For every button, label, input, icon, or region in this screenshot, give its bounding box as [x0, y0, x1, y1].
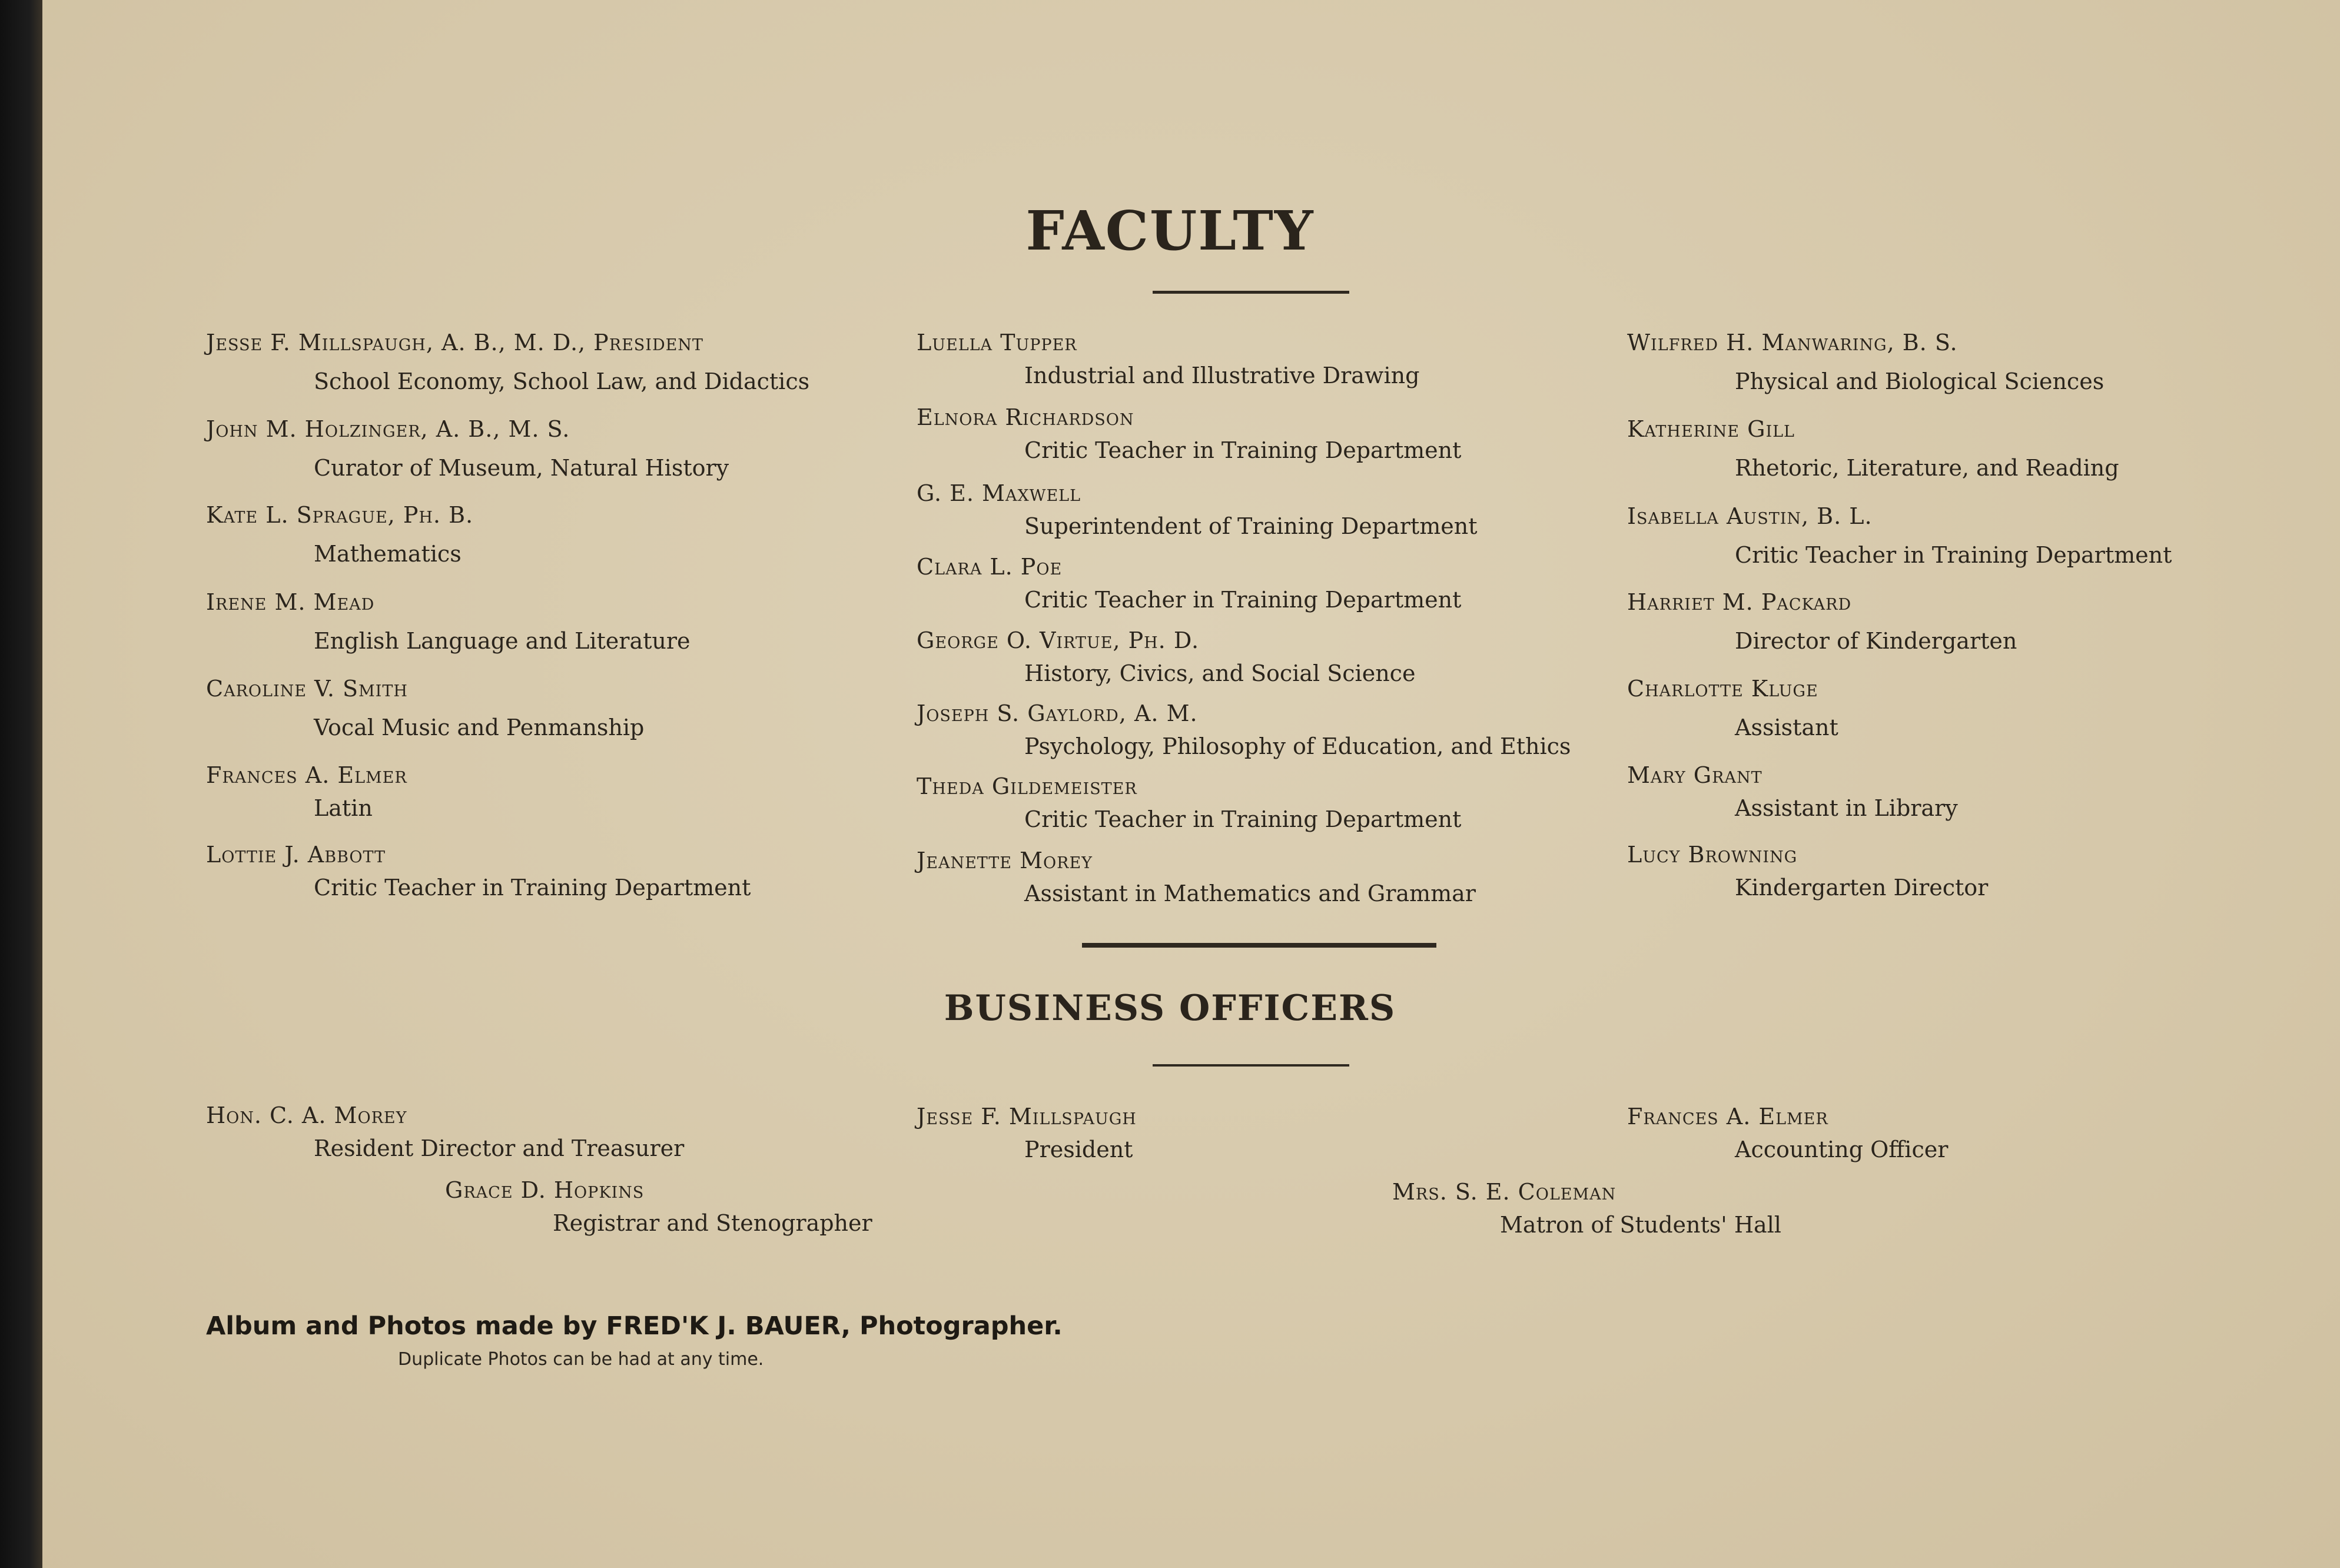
officer-entry	[917, 1104, 1137, 1162]
faculty-role: Psychology, Philosophy of Education, and Ethics	[1024, 733, 1571, 759]
faculty-entry	[1627, 762, 1958, 821]
faculty-entry	[1627, 416, 2119, 481]
faculty-role: History, Civics, and Social Science	[1024, 660, 1416, 686]
faculty-entry	[206, 330, 809, 394]
faculty-name: Lottie J. Abbott	[206, 842, 386, 868]
faculty-entry	[206, 762, 407, 821]
faculty-role: Vocal Music and Penmanship	[314, 715, 645, 740]
faculty-name: Theda Gildemeister	[917, 773, 1137, 799]
officer-role: Resident Director and Treasurer	[314, 1135, 685, 1161]
faculty-entry	[917, 848, 1476, 906]
faculty-role: Mathematics	[314, 541, 462, 567]
faculty-entry	[206, 502, 473, 567]
officer-entry	[1392, 1179, 1781, 1238]
faculty-name: Irene M. Mead	[206, 589, 375, 615]
faculty-entry	[1627, 503, 2172, 568]
faculty-entry	[917, 480, 1477, 539]
faculty-entry	[917, 700, 1571, 759]
officer-entry	[1627, 1104, 1948, 1162]
faculty-role: Latin	[314, 795, 373, 821]
faculty-heading: FACULTY	[1025, 199, 1315, 263]
faculty-role: Director of Kindergarten	[1735, 628, 2017, 654]
faculty-entry	[917, 554, 1461, 613]
faculty-name: George O. Virtue, Ph. D.	[917, 627, 1200, 653]
faculty-name: Kate L. Sprague, Ph. B.	[206, 502, 474, 528]
officer-name: Hon. C. A. Morey	[206, 1102, 407, 1128]
faculty-name: Frances A. Elmer	[206, 762, 407, 788]
faculty-name: Elnora Richardson	[917, 404, 1134, 430]
faculty-name: Caroline V. Smith	[206, 676, 408, 702]
faculty-name: Joseph S. Gaylord, A. M.	[917, 700, 1198, 726]
faculty-name: Lucy Browning	[1627, 842, 1798, 868]
faculty-entry	[1627, 676, 1838, 740]
faculty-entry	[917, 330, 1419, 388]
faculty-role: Curator of Museum, Natural History	[314, 455, 729, 481]
faculty-role: English Language and Literature	[314, 628, 691, 654]
faculty-role: Kindergarten Director	[1735, 875, 1989, 901]
faculty-entry	[206, 842, 751, 901]
faculty-entry	[917, 627, 1415, 686]
faculty-name: G. E. Maxwell	[917, 480, 1081, 506]
faculty-entry	[206, 416, 729, 481]
faculty-role: Critic Teacher in Training Department	[1024, 437, 1462, 463]
officer-name: Grace D. Hopkins	[445, 1177, 645, 1203]
faculty-name: Isabella Austin, B. L.	[1627, 503, 1873, 529]
faculty-entry	[206, 676, 644, 740]
faculty-name: Luella Tupper	[917, 330, 1077, 356]
faculty-name: Wilfred H. Manwaring, B. S.	[1627, 330, 1958, 356]
faculty-name: Jeanette Morey	[917, 848, 1093, 873]
faculty-entry	[206, 589, 691, 654]
faculty-name: Mary Grant	[1627, 762, 1763, 788]
officer-role: Accounting Officer	[1735, 1137, 1949, 1162]
officer-role: Registrar and Stenographer	[553, 1210, 872, 1236]
faculty-role: Assistant in Mathematics and Grammar	[1024, 881, 1476, 906]
faculty-name: Jesse F. Millspaugh, A. B., M. D., President	[206, 330, 703, 356]
faculty-name: Katherine Gill	[1627, 416, 1795, 442]
faculty-entry	[917, 404, 1461, 463]
faculty-role: Superintendent of Training Department	[1024, 513, 1478, 539]
section-divider	[1082, 943, 1436, 948]
faculty-role: Physical and Biological Sciences	[1735, 368, 2105, 394]
faculty-name: Harriet M. Packard	[1627, 589, 1852, 615]
faculty-role: Rhetoric, Literature, and Reading	[1735, 455, 2119, 481]
faculty-name: Charlotte Kluge	[1627, 676, 1818, 702]
faculty-entry	[1627, 842, 1988, 901]
divider-rule	[1153, 1064, 1349, 1067]
duplicate-photos-note: Duplicate Photos can be had at any time.	[398, 1349, 764, 1370]
faculty-role: School Economy, School Law, and Didactics	[314, 368, 810, 394]
faculty-role: Critic Teacher in Training Department	[1024, 587, 1462, 613]
faculty-role: Critic Teacher in Training Department	[1024, 806, 1462, 832]
officer-name: Frances A. Elmer	[1627, 1104, 1828, 1130]
faculty-entry	[1627, 589, 2017, 654]
officer-name: Mrs. S. E. Coleman	[1392, 1179, 1617, 1205]
business-heading: BUSINESS OFFICERS	[944, 988, 1396, 1029]
officer-entry	[445, 1177, 872, 1236]
faculty-entry	[1627, 330, 2104, 394]
divider-rule	[1153, 291, 1349, 294]
faculty-name: Clara L. Poe	[917, 554, 1063, 580]
photographer-credit: Album and Photos made by FRED'K J. BAUER, Photographer.	[206, 1311, 1063, 1341]
faculty-role: Critic Teacher in Training Department	[314, 875, 751, 901]
officer-entry	[206, 1102, 684, 1161]
faculty-role: Assistant in Library	[1735, 795, 1958, 821]
officer-name: Jesse F. Millspaugh	[917, 1104, 1137, 1130]
faculty-entry	[917, 773, 1461, 832]
officer-role: President	[1024, 1137, 1133, 1162]
faculty-role: Assistant	[1735, 715, 1838, 740]
officer-role: Matron of Students' Hall	[1500, 1212, 1781, 1238]
faculty-name: John M. Holzinger, A. B., M. S.	[206, 416, 570, 442]
faculty-role: Industrial and Illustrative Drawing	[1024, 363, 1420, 388]
faculty-role: Critic Teacher in Training Department	[1735, 542, 2172, 568]
